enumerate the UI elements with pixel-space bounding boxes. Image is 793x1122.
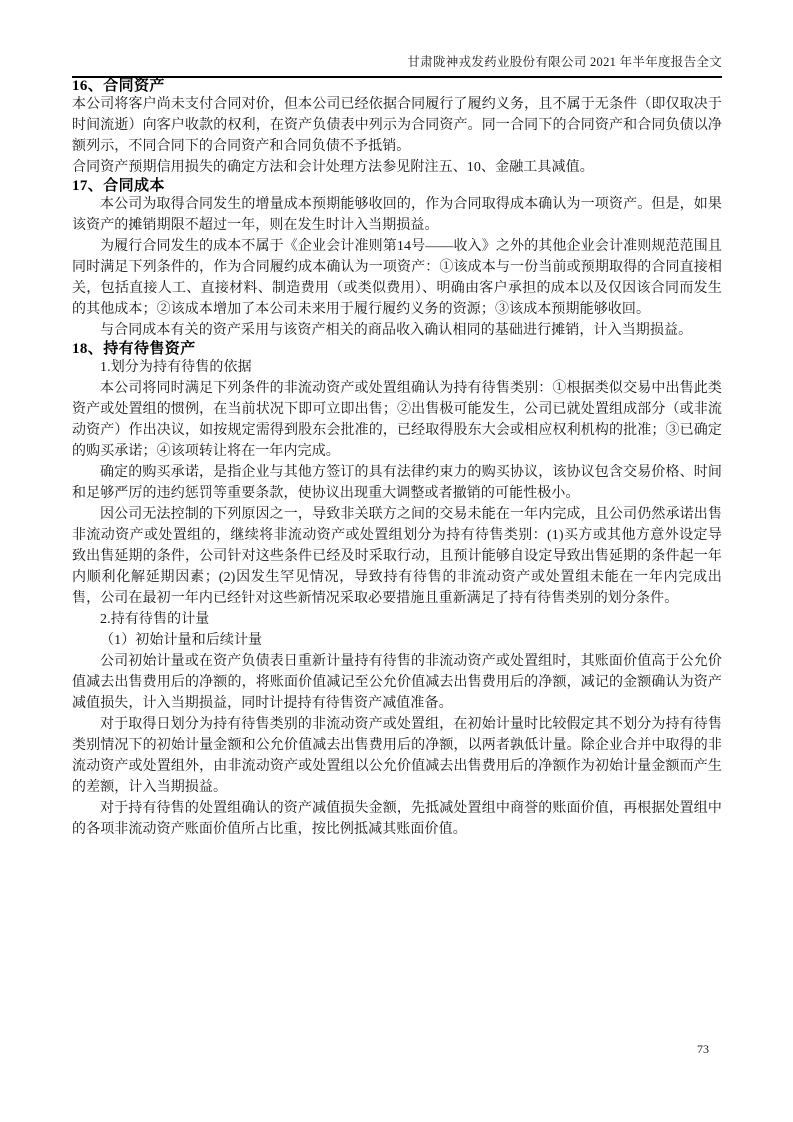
paragraph: 为履行合同发生的成本不属于《企业会计准则第14号——收入》之外的其他企业会计准则规范范围且同时满足下列条件的，作为合同履约成本确认为一项资产：①该成本与一份当前或预期取得的合同直接相关，包括直接人工、直接材料、制造费用（或类似费用）、明确由客户承担的成本以及仅因该合同而发生的其他成本；②该成本增加了本公司未来用于履行履约义务的资源；③该成本预期能够收回。 (72, 239, 722, 317)
paragraph: 本公司将客户尚未支付合同对价，但本公司已经依据合同履行了履约义务，且不属于无条件（即仅取决于时间流逝）向客户收款的权利，在资产负债表中列示为合同资产。同一合同下的合同资产和合同负债以净额列示，不同合同下的合同资产和合同负债不予抵销。 (72, 97, 722, 154)
page-number: 73 (697, 1042, 709, 1056)
paragraph: 本公司将同时满足下列条件的非流动资产或处置组确认为持有待售类别：①根据类似交易中出售此类资产或处置组的惯例，在当前状况下即可立即出售；②出售极可能发生，公司已就处置组成部分（或非流动资产）作出决议，如按规定需得到股东会批准的，已经取得股东大会或相应权利机构的批准；③已确定的购买承诺；④该项转让将在一年内完成。 (72, 381, 722, 459)
paragraph: 对于取得日划分为持有待售类别的非流动资产或处置组，在初始计量时比较假定其不划分为持有待售类别情况下的初始计量金额和公允价值减去出售费用后的净额，以两者孰低计量。除企业合并中取得的非流动资产或处置组外，由非流动资产或处置组以公允价值减去出售费用后的净额作为初始计量金额而产生的差额，计入当期损益。 (72, 717, 722, 795)
paragraph: 公司初始计量或在资产负债表日重新计量持有待售的非流动资产或处置组时，其账面价值高于公允价值减去出售费用后的净额的，将账面价值减记至公允价值减去出售费用后的净额，减记的金额确认为资产减值损失，计入当期损益，同时计提持有待售资产减值准备。 (72, 654, 722, 711)
paragraph-subheading: 2.持有待售的计量 (100, 612, 210, 627)
paragraph: 因公司无法控制的下列原因之一，导致非关联方之间的交易未能在一年内完成，且公司仍然承诺出售非流动资产或处置组的，继续将非流动资产或处置组划分为持有待售类别：(1)买方或其他方意外设定导致出售延期的条件，公司针对这些条件已经及时采取行动，且预计能够自设定导致出售延期的条件起一年内顺利化解延期因素；(2)因发生罕见情况，导致持有待售的非流动资产或处置组未能在一年内完成出售，公司在最初一年内已经针对这些新情况采取必要措施且重新满足了持有待售类别的划分条件。 (72, 507, 722, 606)
paragraph: 本公司为取得合同发生的增量成本预期能够收回的，作为合同取得成本确认为一项资产。但是，如果该资产的摊销期限不超过一年，则在发生时计入当期损益。 (72, 197, 722, 233)
paragraph: 对于持有待售的处置组确认的资产减值损失金额，先抵减处置组中商誉的账面价值，再根据处置组中的各项非流动资产账面价值所占比重，按比例抵减其账面价值。 (72, 801, 722, 837)
paragraph: 合同资产预期信用损失的确定方法和会计处理方法参见附注五、10、金融工具减值。 (72, 160, 594, 175)
section-heading-17-contract-costs: 17、合同成本 (72, 178, 165, 194)
paragraph-subheading: 1.划分为持有待售的依据 (100, 360, 252, 375)
section-heading-18-assets-held-for-sale: 18、持有待售资产 (72, 341, 196, 357)
paragraph: 确定的购买承诺，是指企业与其他方签订的具有法律约束力的购买协议，该协议包含交易价格、时间和足够严厉的违约惩罚等重要条款，使协议出现重大调整或者撤销的可能性极小。 (72, 465, 722, 501)
paragraph: 与合同成本有关的资产采用与该资产相关的商品收入确认相同的基础进行摊销，计入当期损益。 (100, 323, 693, 338)
report-header-title: 甘肃陇神戎发药业股份有限公司 2021 年半年度报告全文 (407, 55, 722, 69)
paragraph-subheading: （1）初始计量和后续计量 (100, 633, 263, 648)
section-heading-16-contract-assets: 16、合同资产 (72, 78, 165, 94)
